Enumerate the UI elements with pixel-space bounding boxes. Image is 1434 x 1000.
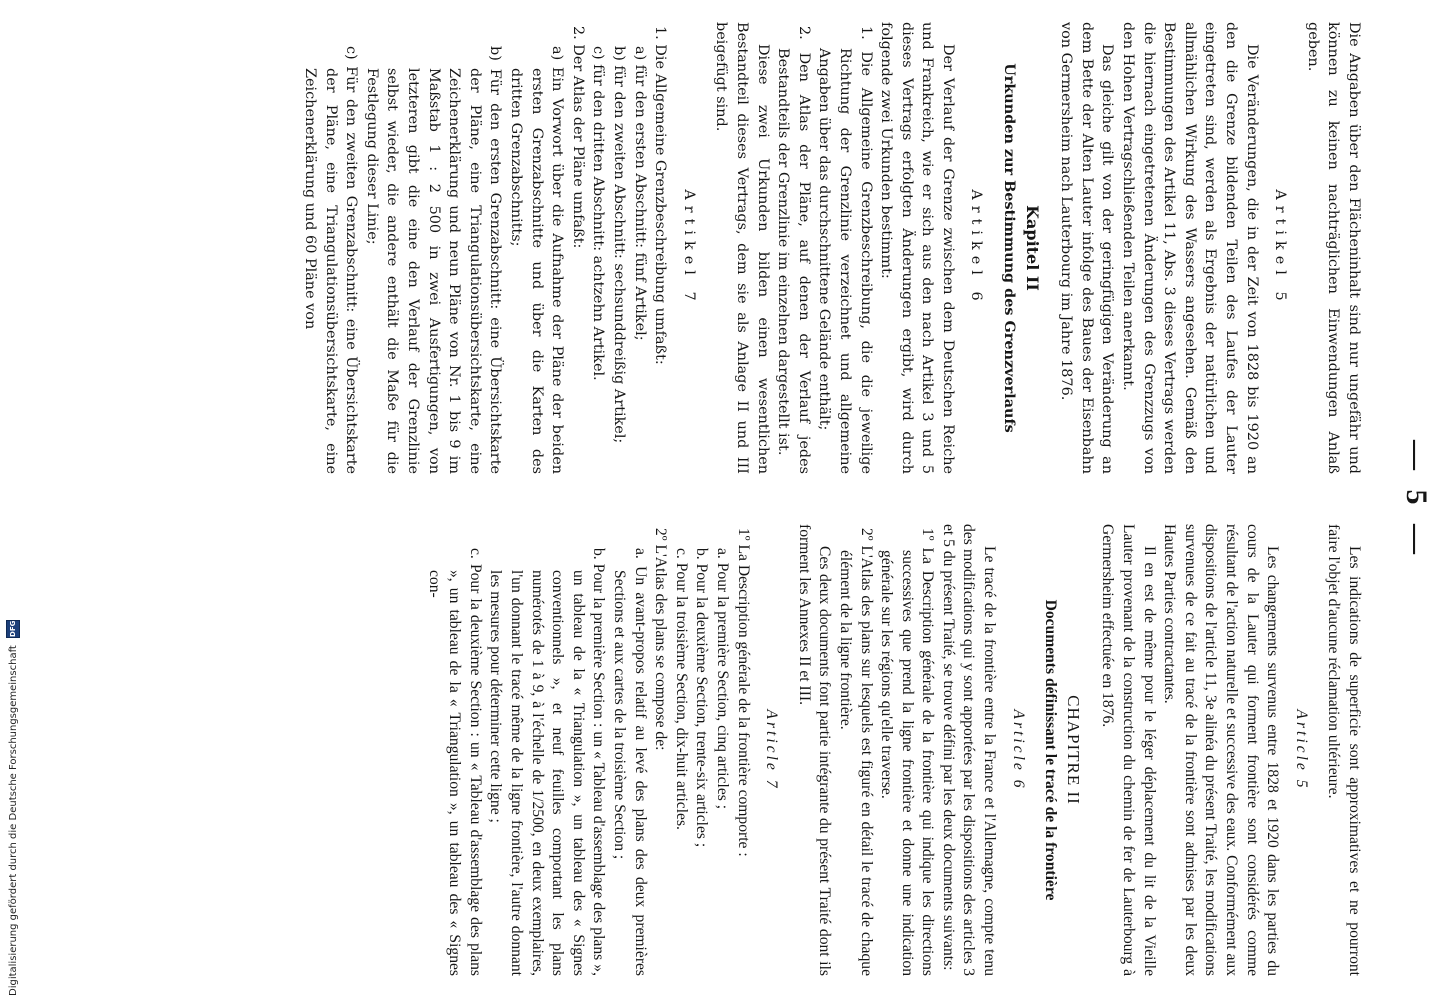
german-article-7-item-1a: a) für den ersten Abschnitt: fünf Artikel; (631, 46, 648, 341)
page-number: — 5 — (1400, 440, 1433, 560)
french-article-7-item-1c: c. Pour la troisième Section, dix-huit articles. (672, 548, 690, 830)
french-article-6-title: Article 6 (1009, 709, 1027, 791)
french-article-7-item-2c: c. Pour la deuxième Section : un « Tableau d'assemblage des plans », un tableau de la « Triangulation », un tableau des « Signes con- (425, 548, 484, 976)
french-article-7-item-1b: b. Pour la deuxième Section, trente-six articles ; (693, 548, 711, 848)
french-article-6-paragraph-1: Le tracé de la frontière entre la France et l'Allemagne, compte tenu des modifications qui y sont apportées par les dispositions des articles 3 et 5 du présent Traité, se trouve défini par les deux documents suivants: (939, 524, 999, 976)
german-article-7-item-2a: a) Ein Vorwort über die Aufnahme der Pläne der beiden ersten Grenzabschnitte und über die Karten des dritten Grenzabschnitts; (508, 46, 566, 474)
french-column (34, 524, 1364, 976)
german-article-6-item-2: 2. Den Atlas der Pläne, auf denen der Verlauf jedes Bestandteils der Grenzlinie im einzelnen dargestellt ist. (775, 26, 812, 474)
digitization-credit: Digitalisierung gefördert durch die Deutsche Forschungsgemeinschaft (8, 645, 19, 996)
french-chapter-title: CHAPITRE II (1063, 695, 1083, 805)
french-article-5-title: Article 5 (1292, 709, 1310, 791)
german-article-7-item-1c: c) für den dritten Abschnitt: achtzehn Artikel. (590, 46, 607, 381)
german-article-7-item-2b: b) Für den ersten Grenzabschnitt: eine Übersichtskarte der Pläne, eine Triangulationsübersichtskarte, eine Zeichenerklärung und neun Pläne von Nr. 1 bis 9 im Maßstab 1 : 2 500 in zwei Ausfertigungen, von letzteren gibt die eine den Verlauf der Grenzlinie selbst wieder, die andere enthält die Maße für die Festlegung dieser Linie; (363, 46, 504, 474)
dfg-logo-icon: DFG (6, 620, 20, 638)
german-article-7-item-2c: c) Für den zweiten Grenzabschnitt: eine Übersichtskarte der Pläne, eine Triangulationsübersichtskarte, eine Zeichenerklärung und 60 Pläne von (302, 46, 360, 474)
german-article-6-paragraph-1: Der Verlauf der Grenze zwischen dem Deutschen Reiche und Frankreich, wie er sich aus den nach Artikel 3 und 5 dieses Vertrags erfolgten Änderungen ergibt, wird durch folgende zwei Urkunden bestimmt: (878, 22, 956, 474)
german-article-6-item-1: 1. Die Allgemeine Grenzbeschreibung, die die jeweilige Richtung der Grenzlinie verzeichnet und allgemeine Angaben über das durchschnittene Gelände enthält; (816, 26, 874, 474)
french-intro: Les indications de superficie sont approximatives et ne pourront faire l'objet d'aucune réclamation ultérieure. (1325, 524, 1363, 976)
french-article-7-item-1a: a. Pour la première Section, cinq articles ; (713, 548, 731, 810)
french-article-5-paragraph-2: Il en est de même pour le léger déplacement du lit de la Vieille Lauter provenant de la construction du chemin de fer de Lauterbourg à Germersheim effectuée en 1876. (1099, 524, 1158, 976)
french-chapter-subtitle: Documents définissant le tracé de la frontière (1042, 599, 1060, 901)
german-article-5-paragraph-2: Das gleiche gilt von der geringfügigen Veränderung an dem Bette der Alten Lauter infolge des Baues der Eisenbahn von Germersheim nach Lauterbourg im Jahre 1876. (1058, 22, 1116, 474)
german-intro: Die Angaben über den Flächeninhalt sind nur ungefähr und können zu keinen nachträglichen Einwendungen Anlaß geben. (1304, 22, 1362, 474)
german-chapter-title: Kapitel II (1022, 205, 1042, 291)
german-article-7-item-1: 1. Die Allgemeine Grenzbeschreibung umfaßt: (652, 26, 669, 365)
german-article-7-title: Artikel 7 (680, 189, 697, 307)
french-article-6-item-1: 1º La Description générale de la frontière qui indique les directions successives que prend la ligne frontière et donne une indication générale sur les régions qu'elle traverse. (878, 528, 937, 976)
german-article-7-item-1b: b) für den zweiten Abschnitt: sechsunddreißig Artikel; (611, 46, 627, 444)
german-article-7-item-2: 2. Der Atlas der Pläne umfaßt: (569, 26, 586, 249)
digitization-footer (4, 606, 26, 996)
french-article-6-paragraph-2: Ces deux documents font partie intégrante du présent Traité dont ils forment les Annexes II et III. (795, 524, 834, 976)
french-article-7-title: Article 7 (763, 709, 781, 791)
french-article-7-item-1: 1º La Description générale de la frontière comporte : (734, 528, 752, 857)
german-column (34, 22, 1364, 474)
german-article-6-paragraph-2: Diese zwei Urkunden bilden einen wesentlichen Bestandteil dieses Vertrags, dem sie als Anlage II und III beigefügt sind. (713, 22, 771, 474)
german-article-6-title: Artikel 6 (968, 189, 985, 307)
french-article-7-item-2b: b. Pour la première Section : un « Tableau d'assemblage des plans », un tableau de la « Triangulation », un tableau des « Signes conventionnels », et neuf feuilles comportant les plans numérotés de 1 à 9, à l'échelle de 1/2500, en deux exemplaires, l'un donnant le tracé même de la ligne frontière, l'autre donnant les mesures pour déterminer cette ligne ; (487, 548, 608, 976)
french-article-5-paragraph-1: Les changements survenus entre 1828 et 1920 dans les parties du cours de la Lauter qui forment frontière sont considérés comme résultant de l'action naturelle et successive des eaux. Conformément aux dispositions de l'article 11, 3e alinéa du présent Traité, les modifications survenues de ce fait au tracé de la frontière sont admises par les deux Hautes Parties contractantes. (1161, 524, 1282, 976)
french-article-6-item-2: 2º L'Atlas des plans sur lesquels est figuré en détail le tracé de chaque élément de la ligne frontière. (836, 528, 875, 976)
german-article-5-paragraph-1: Die Veränderungen, die in der Zeit von 1828 bis 1920 an den die Grenze bildenden Teilen des Laufes der Lauter eingetreten sind, werden als Ergebnis der natürlichen und allmählichen Wirkung des Wassers angesehen. Gemäß den Bestimmungen des Artikel 11, Abs. 3 dieses Vertrags werden die hiernach eingetretenen Änderungen des Grenzzugs von den Hohen Vertragschließenden Teilen anerkannt. (1120, 22, 1260, 474)
french-article-7-item-2: 2º L'Atlas des plans se compose de: (652, 528, 670, 751)
german-chapter-subtitle: Urkunden zur Bestimmung des Grenzverlaufs (1001, 63, 1019, 433)
german-article-5-title: Artikel 5 (1272, 189, 1289, 307)
french-article-7-item-2a: a. Un avant-propos relatif au levé des plans des deux premières Sections et aux cartes de la troisième Section ; (611, 548, 649, 976)
